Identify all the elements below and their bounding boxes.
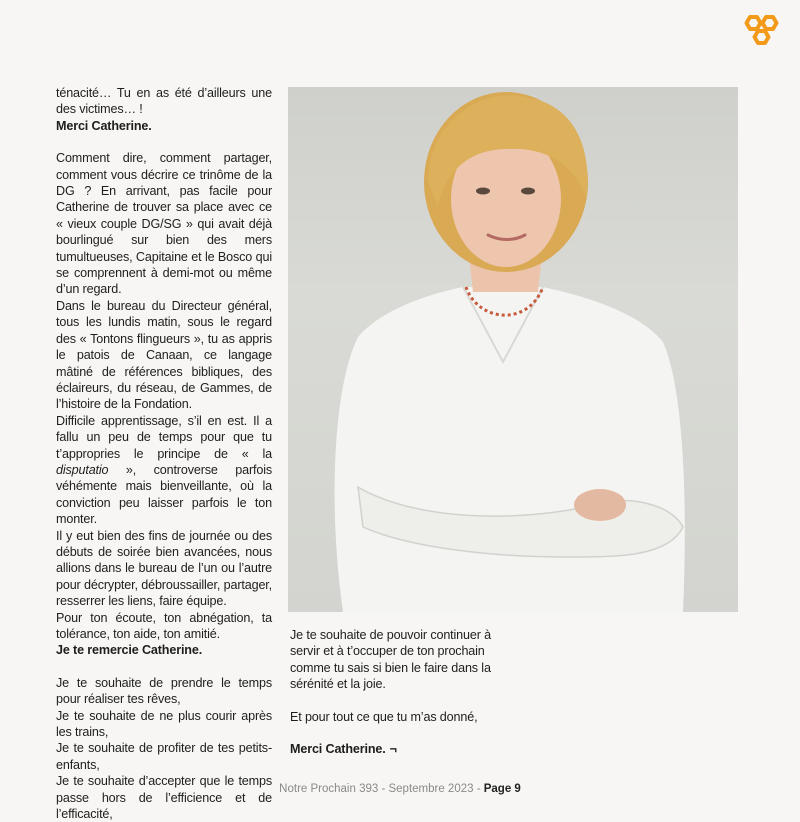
wish-line: Je te souhaite de prendre le temps pour réaliser tes rêves,	[56, 675, 272, 707]
thanks-line: Et pour tout ce que tu m’as donné,	[290, 709, 478, 724]
paragraph: Il y eut bien des fins de journée ou des débuts de soirée bien avancées, nous allions dans le bureau de l’un ou l’autre pour décrypter, débroussailler, partager, resserrer les liens, faire équipe.	[56, 528, 272, 609]
left-text-column	[56, 85, 272, 822]
paragraph: Difficile apprentissage, s’il en est. Il a fallu un peu de temps pour que tu t’appropries le principe de « la disputatio », controverse parfois véhémente mais bienveillante, où la conviction peu laisser parfois le ton monter.	[56, 413, 272, 527]
portrait-photo	[288, 87, 738, 612]
right-text-column	[290, 627, 510, 757]
publication-info: Notre Prochain 393 - Septembre 2023 -	[279, 783, 484, 795]
paragraph: Comment dire, comment partager, comment vous décrire ce trinôme de la DG ? En arrivant, pas facile pour Catherine de trouver sa place avec ce « vieux couple DG/SG » qui avait déjà bourlingué sur bien des mers tumultueuses, Capitaine et le Bosco qui se comprennent à demi-mot ou même d’un regard.	[56, 151, 272, 297]
wish-line: Je te souhaite de ne plus courir après les trains,	[56, 708, 272, 740]
thanks-line: Je te remercie Catherine.	[56, 643, 203, 658]
wish-line: Je te souhaite d’accepter que le temps passe hors de l’efficience et de l’efficacité,	[56, 774, 272, 822]
paragraph: Dans le bureau du Directeur général, tous les lundis matin, sous le regard des « Tontons flingueurs », tu as appris le patois de Canaan, ce langage mâtiné de références bibliques, des éclaireurs, du réseau, de Gammes, de l’histoire de la Fondation.	[56, 298, 272, 412]
hexagon-honeycomb-icon	[742, 14, 782, 50]
end-of-article-mark: ¬	[389, 742, 397, 757]
paragraph: Pour ton écoute, ton abnégation, ta tolérance, ton aide, ton amitié.	[56, 610, 272, 641]
portrait-illustration	[288, 87, 738, 612]
thanks-line: Merci Catherine.	[56, 118, 152, 133]
page-footer	[0, 783, 800, 795]
wish-line: Je te souhaite de pouvoir continuer à servir et à t’occuper de ton prochain comme tu sais si bien le faire dans la sérénité et la joie.	[290, 628, 491, 692]
wish-line: Je te souhaite de profiter de tes petits-enfants,	[56, 741, 272, 772]
closing-text: Merci Catherine.	[290, 742, 386, 757]
page-number: Page 9	[483, 783, 521, 795]
paragraph: ténacité… Tu en as été d’ailleurs une des victimes… !	[56, 86, 272, 117]
closing-line	[290, 741, 510, 757]
